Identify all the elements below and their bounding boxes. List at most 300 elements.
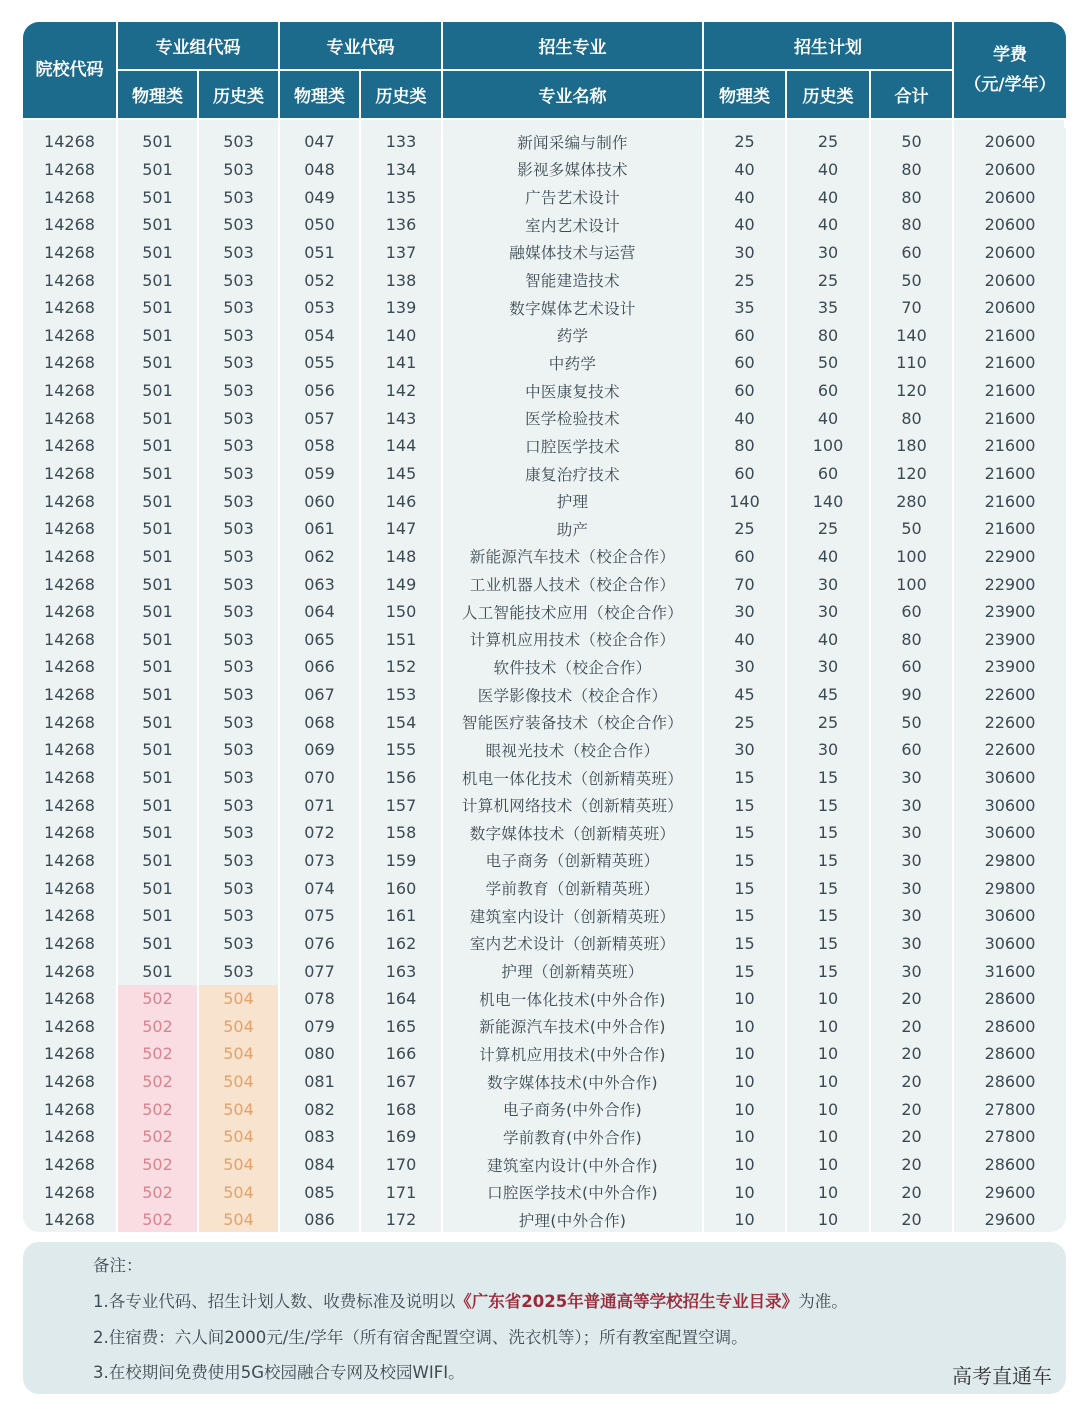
cell-school-code: 14268 xyxy=(23,819,118,847)
cell-plan-history: 10 xyxy=(787,1178,871,1206)
cell-group-history: 503 xyxy=(199,902,280,930)
cell-plan-physics: 25 xyxy=(704,128,787,156)
table-row xyxy=(23,570,1066,598)
cell-major-name: 室内艺术设计（创新精英班） xyxy=(443,930,704,958)
header-major-history: 历史类 xyxy=(361,71,443,120)
cell-major-name: 新闻采编与制作 xyxy=(443,128,704,156)
cell-major-physics: 079 xyxy=(280,1013,361,1041)
cell-major-name: 康复治疗技术 xyxy=(443,460,704,488)
cell-plan-total: 30 xyxy=(871,847,954,875)
cell-school-code: 14268 xyxy=(23,874,118,902)
cell-school-code: 14268 xyxy=(23,1151,118,1179)
cell-plan-history: 45 xyxy=(787,681,871,709)
cell-tuition: 28600 xyxy=(954,1040,1066,1068)
enrollment-table xyxy=(23,22,1066,1232)
cell-school-code: 14268 xyxy=(23,1206,118,1232)
cell-major-name: 电子商务(中外合作) xyxy=(443,1095,704,1123)
cell-plan-history: 40 xyxy=(787,211,871,239)
cell-group-physics: 501 xyxy=(118,570,199,598)
cell-group-physics: 501 xyxy=(118,957,199,985)
cell-group-physics: 501 xyxy=(118,653,199,681)
cell-school-code: 14268 xyxy=(23,930,118,958)
cell-plan-physics: 70 xyxy=(704,570,787,598)
table-row xyxy=(23,211,1066,239)
cell-major-physics: 056 xyxy=(280,377,361,405)
cell-tuition: 30600 xyxy=(954,791,1066,819)
table-row xyxy=(23,1013,1066,1041)
cell-major-physics: 061 xyxy=(280,515,361,543)
table-row xyxy=(23,902,1066,930)
cell-major-history: 137 xyxy=(361,239,443,267)
cell-group-history: 503 xyxy=(199,377,280,405)
cell-school-code: 14268 xyxy=(23,764,118,792)
cell-group-history: 503 xyxy=(199,487,280,515)
cell-group-history: 503 xyxy=(199,432,280,460)
header-major-physics: 物理类 xyxy=(280,71,361,120)
cell-plan-total: 30 xyxy=(871,819,954,847)
cell-plan-physics: 60 xyxy=(704,349,787,377)
cell-plan-total: 120 xyxy=(871,377,954,405)
cell-group-history: 503 xyxy=(199,819,280,847)
cell-group-history: 503 xyxy=(199,598,280,626)
cell-major-name: 护理 xyxy=(443,487,704,515)
cell-tuition: 20600 xyxy=(954,239,1066,267)
cell-plan-total: 50 xyxy=(871,708,954,736)
cell-major-history: 146 xyxy=(361,487,443,515)
cell-group-physics: 501 xyxy=(118,349,199,377)
cell-major-name: 融媒体技术与运营 xyxy=(443,239,704,267)
cell-plan-total: 30 xyxy=(871,930,954,958)
cell-major-physics: 067 xyxy=(280,681,361,709)
cell-major-name: 学前教育（创新精英班） xyxy=(443,874,704,902)
cell-tuition: 22600 xyxy=(954,736,1066,764)
cell-school-code: 14268 xyxy=(23,708,118,736)
cell-group-history: 503 xyxy=(199,294,280,322)
header-group-physics: 物理类 xyxy=(118,71,199,120)
cell-group-physics: 501 xyxy=(118,377,199,405)
cell-plan-physics: 30 xyxy=(704,239,787,267)
cell-plan-history: 30 xyxy=(787,653,871,681)
cell-tuition: 22900 xyxy=(954,543,1066,571)
cell-major-history: 166 xyxy=(361,1040,443,1068)
cell-school-code: 14268 xyxy=(23,1178,118,1206)
table-row xyxy=(23,460,1066,488)
cell-tuition: 20600 xyxy=(954,156,1066,184)
cell-plan-total: 100 xyxy=(871,543,954,571)
cell-plan-physics: 60 xyxy=(704,321,787,349)
cell-major-name: 新能源汽车技术（校企合作） xyxy=(443,543,704,571)
cell-school-code: 14268 xyxy=(23,156,118,184)
cell-plan-history: 100 xyxy=(787,432,871,460)
cell-group-history: 503 xyxy=(199,957,280,985)
cell-school-code: 14268 xyxy=(23,1123,118,1151)
cell-group-history: 503 xyxy=(199,515,280,543)
cell-major-name: 数字媒体技术(中外合作) xyxy=(443,1068,704,1096)
cell-major-history: 143 xyxy=(361,404,443,432)
cell-plan-history: 15 xyxy=(787,930,871,958)
cell-plan-total: 50 xyxy=(871,266,954,294)
cell-plan-history: 10 xyxy=(787,1206,871,1232)
cell-group-history: 503 xyxy=(199,211,280,239)
cell-plan-physics: 10 xyxy=(704,985,787,1013)
cell-group-history: 503 xyxy=(199,764,280,792)
header-group-history: 历史类 xyxy=(199,71,280,120)
cell-plan-physics: 10 xyxy=(704,1040,787,1068)
cell-plan-physics: 80 xyxy=(704,432,787,460)
cell-major-name: 计算机网络技术（创新精英班） xyxy=(443,791,704,819)
cell-major-physics: 052 xyxy=(280,266,361,294)
cell-major-history: 147 xyxy=(361,515,443,543)
cell-major-physics: 047 xyxy=(280,128,361,156)
cell-tuition: 22600 xyxy=(954,708,1066,736)
cell-plan-history: 15 xyxy=(787,847,871,875)
cell-school-code: 14268 xyxy=(23,460,118,488)
cell-group-history: 503 xyxy=(199,404,280,432)
table-row xyxy=(23,626,1066,654)
cell-school-code: 14268 xyxy=(23,653,118,681)
note-1 xyxy=(93,1288,848,1312)
cell-major-history: 140 xyxy=(361,321,443,349)
cell-tuition: 27800 xyxy=(954,1095,1066,1123)
cell-group-history: 503 xyxy=(199,183,280,211)
cell-group-history: 503 xyxy=(199,156,280,184)
cell-group-physics: 502 xyxy=(118,1206,199,1232)
cell-tuition: 30600 xyxy=(954,819,1066,847)
cell-group-physics: 501 xyxy=(118,819,199,847)
cell-group-history: 503 xyxy=(199,736,280,764)
cell-major-history: 168 xyxy=(361,1095,443,1123)
cell-tuition: 27800 xyxy=(954,1123,1066,1151)
header-major-code: 专业代码 xyxy=(280,22,443,71)
cell-major-physics: 071 xyxy=(280,791,361,819)
cell-plan-total: 280 xyxy=(871,487,954,515)
cell-school-code: 14268 xyxy=(23,211,118,239)
cell-plan-physics: 15 xyxy=(704,819,787,847)
cell-plan-total: 110 xyxy=(871,349,954,377)
cell-plan-total: 20 xyxy=(871,1068,954,1096)
watermark-text: 高考直通车 xyxy=(952,1364,1052,1388)
cell-plan-history: 80 xyxy=(787,321,871,349)
cell-major-history: 154 xyxy=(361,708,443,736)
cell-major-history: 172 xyxy=(361,1206,443,1232)
cell-major-physics: 055 xyxy=(280,349,361,377)
cell-tuition: 28600 xyxy=(954,1068,1066,1096)
cell-major-name: 数字媒体技术（创新精英班） xyxy=(443,819,704,847)
cell-plan-history: 25 xyxy=(787,708,871,736)
cell-plan-physics: 15 xyxy=(704,874,787,902)
cell-group-physics: 501 xyxy=(118,708,199,736)
cell-major-history: 155 xyxy=(361,736,443,764)
cell-group-history: 503 xyxy=(199,626,280,654)
note-3: 3.在校期间免费使用5G校园融合专网及校园WIFI。 xyxy=(93,1363,465,1382)
enrollment-table-container xyxy=(23,22,1066,1232)
table-row xyxy=(23,128,1066,156)
cell-plan-total: 70 xyxy=(871,294,954,322)
table-row xyxy=(23,294,1066,322)
cell-plan-total: 30 xyxy=(871,764,954,792)
cell-tuition: 28600 xyxy=(954,985,1066,1013)
cell-plan-total: 20 xyxy=(871,1206,954,1232)
cell-major-physics: 086 xyxy=(280,1206,361,1232)
cell-plan-total: 80 xyxy=(871,404,954,432)
cell-major-physics: 072 xyxy=(280,819,361,847)
cell-group-physics: 501 xyxy=(118,736,199,764)
cell-plan-physics: 30 xyxy=(704,653,787,681)
cell-plan-physics: 40 xyxy=(704,626,787,654)
cell-major-physics: 059 xyxy=(280,460,361,488)
cell-group-physics: 502 xyxy=(118,985,199,1013)
table-row xyxy=(23,432,1066,460)
cell-tuition: 31600 xyxy=(954,957,1066,985)
table-row xyxy=(23,1123,1066,1151)
cell-major-physics: 063 xyxy=(280,570,361,598)
cell-plan-history: 40 xyxy=(787,183,871,211)
cell-plan-physics: 25 xyxy=(704,515,787,543)
cell-major-history: 160 xyxy=(361,874,443,902)
cell-school-code: 14268 xyxy=(23,266,118,294)
cell-major-physics: 082 xyxy=(280,1095,361,1123)
header-tuition xyxy=(954,22,1066,120)
cell-group-physics: 501 xyxy=(118,791,199,819)
cell-group-history: 504 xyxy=(199,1040,280,1068)
table-row xyxy=(23,930,1066,958)
cell-plan-history: 40 xyxy=(787,626,871,654)
cell-major-physics: 080 xyxy=(280,1040,361,1068)
cell-plan-total: 20 xyxy=(871,1095,954,1123)
cell-plan-history: 40 xyxy=(787,404,871,432)
cell-plan-history: 60 xyxy=(787,377,871,405)
cell-group-history: 503 xyxy=(199,930,280,958)
cell-group-history: 504 xyxy=(199,1178,280,1206)
cell-major-name: 护理（创新精英班） xyxy=(443,957,704,985)
cell-plan-history: 30 xyxy=(787,570,871,598)
cell-group-history: 503 xyxy=(199,570,280,598)
cell-group-physics: 501 xyxy=(118,543,199,571)
cell-tuition: 23900 xyxy=(954,653,1066,681)
cell-major-history: 149 xyxy=(361,570,443,598)
cell-tuition: 21600 xyxy=(954,321,1066,349)
cell-plan-total: 60 xyxy=(871,736,954,764)
cell-tuition: 21600 xyxy=(954,432,1066,460)
cell-group-history: 503 xyxy=(199,128,280,156)
cell-major-history: 167 xyxy=(361,1068,443,1096)
cell-major-history: 169 xyxy=(361,1123,443,1151)
table-row xyxy=(23,183,1066,211)
notes-title: 备注： xyxy=(93,1256,143,1275)
cell-major-physics: 065 xyxy=(280,626,361,654)
cell-plan-physics: 15 xyxy=(704,764,787,792)
cell-major-history: 145 xyxy=(361,460,443,488)
cell-school-code: 14268 xyxy=(23,1013,118,1041)
cell-major-history: 170 xyxy=(361,1151,443,1179)
header-plan-physics: 物理类 xyxy=(704,71,787,120)
cell-major-name: 数字媒体艺术设计 xyxy=(443,294,704,322)
cell-plan-history: 30 xyxy=(787,239,871,267)
cell-plan-physics: 60 xyxy=(704,377,787,405)
table-row xyxy=(23,321,1066,349)
table-row xyxy=(23,543,1066,571)
cell-group-history: 503 xyxy=(199,321,280,349)
cell-plan-total: 50 xyxy=(871,128,954,156)
header-plan-history: 历史类 xyxy=(787,71,871,120)
header-tuition-line1: 学费 xyxy=(993,45,1028,65)
cell-plan-total: 50 xyxy=(871,515,954,543)
cell-plan-history: 30 xyxy=(787,736,871,764)
cell-tuition: 21600 xyxy=(954,460,1066,488)
cell-major-name: 医学检验技术 xyxy=(443,404,704,432)
cell-group-history: 504 xyxy=(199,985,280,1013)
cell-plan-physics: 30 xyxy=(704,736,787,764)
cell-plan-history: 15 xyxy=(787,874,871,902)
cell-major-name: 电子商务（创新精英班） xyxy=(443,847,704,875)
cell-plan-physics: 40 xyxy=(704,404,787,432)
cell-school-code: 14268 xyxy=(23,791,118,819)
cell-plan-total: 20 xyxy=(871,1040,954,1068)
cell-plan-history: 10 xyxy=(787,1068,871,1096)
note-1-suffix: 为准。 xyxy=(798,1292,848,1311)
cell-major-name: 中医康复技术 xyxy=(443,377,704,405)
cell-major-name: 口腔医学技术(中外合作) xyxy=(443,1178,704,1206)
cell-group-history: 503 xyxy=(199,874,280,902)
cell-plan-physics: 25 xyxy=(704,266,787,294)
cell-plan-total: 60 xyxy=(871,598,954,626)
cell-plan-total: 90 xyxy=(871,681,954,709)
cell-major-name: 计算机应用技术（校企合作） xyxy=(443,626,704,654)
cell-group-history: 503 xyxy=(199,543,280,571)
cell-plan-total: 60 xyxy=(871,653,954,681)
cell-plan-total: 20 xyxy=(871,1151,954,1179)
cell-school-code: 14268 xyxy=(23,321,118,349)
cell-group-history: 503 xyxy=(199,349,280,377)
header-major-name: 专业名称 xyxy=(443,71,704,120)
cell-major-physics: 078 xyxy=(280,985,361,1013)
cell-major-physics: 076 xyxy=(280,930,361,958)
cell-tuition: 21600 xyxy=(954,377,1066,405)
cell-plan-total: 30 xyxy=(871,957,954,985)
cell-school-code: 14268 xyxy=(23,736,118,764)
cell-school-code: 14268 xyxy=(23,294,118,322)
cell-plan-history: 60 xyxy=(787,460,871,488)
table-row xyxy=(23,1068,1066,1096)
cell-school-code: 14268 xyxy=(23,985,118,1013)
cell-group-physics: 501 xyxy=(118,404,199,432)
table-row xyxy=(23,377,1066,405)
cell-group-physics: 501 xyxy=(118,432,199,460)
cell-plan-history: 10 xyxy=(787,1040,871,1068)
cell-major-physics: 081 xyxy=(280,1068,361,1096)
cell-major-physics: 084 xyxy=(280,1151,361,1179)
cell-plan-total: 140 xyxy=(871,321,954,349)
cell-plan-physics: 40 xyxy=(704,183,787,211)
table-row xyxy=(23,239,1066,267)
cell-plan-history: 30 xyxy=(787,598,871,626)
cell-plan-physics: 10 xyxy=(704,1095,787,1123)
cell-major-history: 142 xyxy=(361,377,443,405)
table-row xyxy=(23,515,1066,543)
cell-plan-total: 30 xyxy=(871,902,954,930)
cell-plan-physics: 140 xyxy=(704,487,787,515)
cell-tuition: 23900 xyxy=(954,626,1066,654)
table-row xyxy=(23,1095,1066,1123)
cell-major-name: 建筑室内设计（创新精英班） xyxy=(443,902,704,930)
cell-major-name: 中药学 xyxy=(443,349,704,377)
cell-group-history: 504 xyxy=(199,1151,280,1179)
cell-major-name: 机电一体化技术(中外合作) xyxy=(443,985,704,1013)
cell-group-physics: 501 xyxy=(118,156,199,184)
cell-group-history: 503 xyxy=(199,239,280,267)
cell-tuition: 20600 xyxy=(954,294,1066,322)
cell-school-code: 14268 xyxy=(23,1095,118,1123)
cell-group-history: 503 xyxy=(199,653,280,681)
cell-group-history: 503 xyxy=(199,460,280,488)
header-enroll-major: 招生专业 xyxy=(443,22,704,71)
cell-tuition: 22600 xyxy=(954,681,1066,709)
cell-plan-physics: 15 xyxy=(704,791,787,819)
cell-major-physics: 051 xyxy=(280,239,361,267)
cell-plan-physics: 15 xyxy=(704,930,787,958)
cell-major-history: 139 xyxy=(361,294,443,322)
cell-tuition: 29800 xyxy=(954,847,1066,875)
cell-group-physics: 501 xyxy=(118,183,199,211)
cell-group-physics: 502 xyxy=(118,1013,199,1041)
cell-group-physics: 501 xyxy=(118,847,199,875)
cell-tuition: 23900 xyxy=(954,598,1066,626)
cell-plan-physics: 30 xyxy=(704,598,787,626)
cell-plan-history: 15 xyxy=(787,819,871,847)
cell-major-history: 158 xyxy=(361,819,443,847)
table-row xyxy=(23,847,1066,875)
cell-school-code: 14268 xyxy=(23,902,118,930)
cell-major-physics: 060 xyxy=(280,487,361,515)
cell-major-physics: 074 xyxy=(280,874,361,902)
cell-group-history: 504 xyxy=(199,1095,280,1123)
cell-plan-total: 80 xyxy=(871,626,954,654)
cell-school-code: 14268 xyxy=(23,487,118,515)
cell-school-code: 14268 xyxy=(23,515,118,543)
cell-plan-history: 40 xyxy=(787,543,871,571)
cell-plan-history: 25 xyxy=(787,515,871,543)
cell-major-history: 152 xyxy=(361,653,443,681)
cell-plan-total: 20 xyxy=(871,1123,954,1151)
cell-major-history: 136 xyxy=(361,211,443,239)
cell-major-history: 164 xyxy=(361,985,443,1013)
cell-group-history: 504 xyxy=(199,1068,280,1096)
cell-major-physics: 077 xyxy=(280,957,361,985)
cell-tuition: 21600 xyxy=(954,487,1066,515)
cell-school-code: 14268 xyxy=(23,957,118,985)
cell-group-physics: 501 xyxy=(118,128,199,156)
cell-plan-history: 15 xyxy=(787,902,871,930)
cell-group-history: 503 xyxy=(199,847,280,875)
cell-major-physics: 069 xyxy=(280,736,361,764)
table-row xyxy=(23,1151,1066,1179)
cell-major-name: 智能建造技术 xyxy=(443,266,704,294)
cell-tuition: 28600 xyxy=(954,1013,1066,1041)
cell-group-history: 503 xyxy=(199,708,280,736)
cell-major-physics: 085 xyxy=(280,1178,361,1206)
cell-major-name: 助产 xyxy=(443,515,704,543)
cell-major-name: 药学 xyxy=(443,321,704,349)
cell-major-history: 163 xyxy=(361,957,443,985)
cell-group-physics: 502 xyxy=(118,1095,199,1123)
cell-major-physics: 075 xyxy=(280,902,361,930)
cell-plan-history: 10 xyxy=(787,1095,871,1123)
cell-major-name: 护理(中外合作) xyxy=(443,1206,704,1232)
cell-major-history: 151 xyxy=(361,626,443,654)
cell-school-code: 14268 xyxy=(23,128,118,156)
table-row xyxy=(23,791,1066,819)
cell-major-history: 133 xyxy=(361,128,443,156)
